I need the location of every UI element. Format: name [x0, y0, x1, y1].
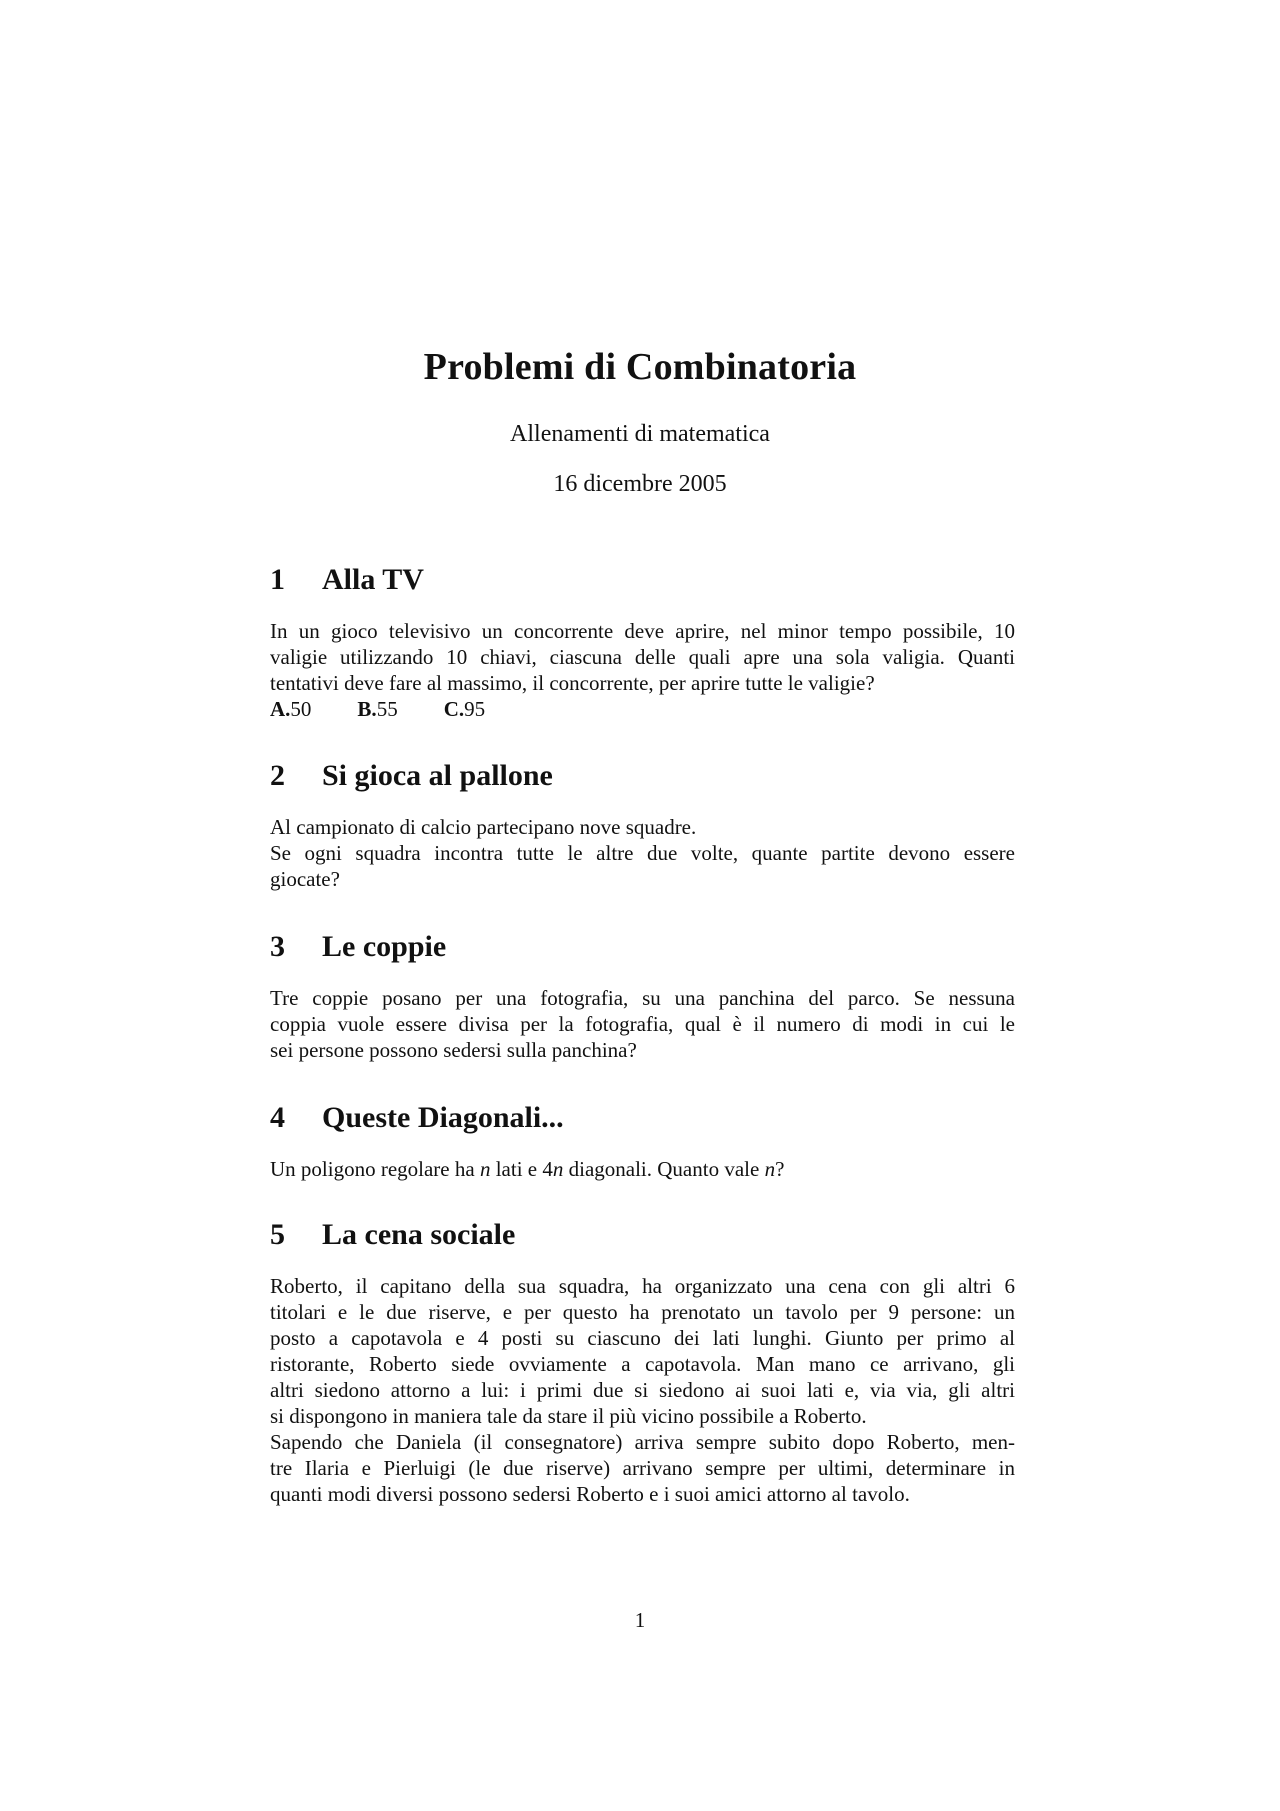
section-body [270, 618, 1015, 722]
answer-choices [270, 696, 1015, 722]
section-number: 5 [270, 1218, 285, 1251]
section-body [270, 1156, 1015, 1182]
text-line: quanti modi diversi possono sedersi Roberto e i suoi amici attorno al tavolo. [270, 1482, 910, 1506]
section-heading [270, 756, 1015, 796]
text-line: si dispongono in maniera tale da stare il più vicino possibile a Roberto. [270, 1404, 867, 1428]
text-line: coppia vuole essere divisa per la fotografia, qual è il numero di modi in cui le [270, 1012, 1015, 1036]
text-line: Un poligono regolare ha n lati e 4n diagonali. Quanto vale n? [270, 1157, 785, 1181]
text-line: sei persone possono sedersi sulla panchina? [270, 1038, 637, 1062]
text-line: tentativi deve fare al massimo, il concorrente, per aprire tutte le valigie? [270, 671, 875, 695]
text-line: giocate? [270, 867, 340, 891]
text-line: valigie utilizzando 10 chiavi, ciascuna delle quali apre una sola valigia. Quanti [270, 645, 1015, 669]
text-line: Tre coppie posano per una fotografia, su una panchina del parco. Se nessuna [270, 986, 1015, 1010]
answer-a: A.50 [270, 697, 312, 721]
answer-b: B.55 [357, 697, 398, 721]
section-heading [270, 1215, 1015, 1255]
section-title: Queste Diagonali... [322, 1101, 564, 1134]
section-title: La cena sociale [322, 1218, 516, 1251]
text-line: tre Ilaria e Pierluigi (le due riserve) arrivano sempre per ultimi, determinare in [270, 1456, 1015, 1480]
section-number: 1 [270, 563, 285, 596]
section-title: Le coppie [322, 930, 447, 963]
text-line: In un gioco televisivo un concorrente deve aprire, nel minor tempo possibile, 10 [270, 619, 1015, 643]
section-number: 2 [270, 759, 285, 792]
text-line: ristorante, Roberto siede ovviamente a capotavola. Man mano ce arrivano, gli [270, 1352, 1015, 1376]
section-title: Si gioca al pallone [322, 759, 553, 792]
text-line: titolari e le due riserve, e per questo ha prenotato un tavolo per 9 persone: un [270, 1300, 1015, 1324]
section-heading [270, 1098, 1015, 1138]
document-title: Problemi di Combinatoria [423, 346, 857, 388]
section-4 [270, 1098, 1015, 1182]
section-number: 3 [270, 930, 285, 963]
math-variable: n [552, 1157, 564, 1181]
document-date: 16 dicembre 2005 [553, 471, 727, 497]
document-subtitle: Allenamenti di matematica [510, 421, 770, 447]
text-line: Sapendo che Daniela (il consegnatore) arriva sempre subito dopo Roberto, men- [270, 1430, 1015, 1454]
text-line: Roberto, il capitano della sua squadra, ha organizzato una cena con gli altri 6 [270, 1274, 1015, 1298]
section-number: 4 [270, 1101, 285, 1134]
answer-c: C.95 [443, 697, 486, 721]
section-heading [270, 927, 1015, 967]
section-heading [270, 560, 1015, 600]
section-body [270, 985, 1015, 1063]
section-1 [270, 560, 1015, 722]
section-body [270, 814, 1015, 892]
text-line: Al campionato di calcio partecipano nove squadre. [270, 815, 697, 839]
section-3 [270, 927, 1015, 1063]
text-line: posto a capotavola e 4 posti su ciascuno dei lati lunghi. Giunto per primo al [270, 1326, 1015, 1350]
text-line: Se ogni squadra incontra tutte le altre due volte, quante partite devono essere [270, 841, 1015, 865]
page-number: 1 [634, 1608, 646, 1632]
text-line: altri siedono attorno a lui: i primi due si siedono ai suoi lati e, via via, gli altri [270, 1378, 1015, 1402]
title-block [0, 345, 1280, 497]
section-title: Alla TV [322, 563, 424, 596]
section-body [270, 1273, 1015, 1507]
section-5 [270, 1215, 1015, 1507]
math-variable: n [764, 1157, 776, 1181]
section-2 [270, 756, 1015, 892]
math-variable: n [479, 1157, 491, 1181]
